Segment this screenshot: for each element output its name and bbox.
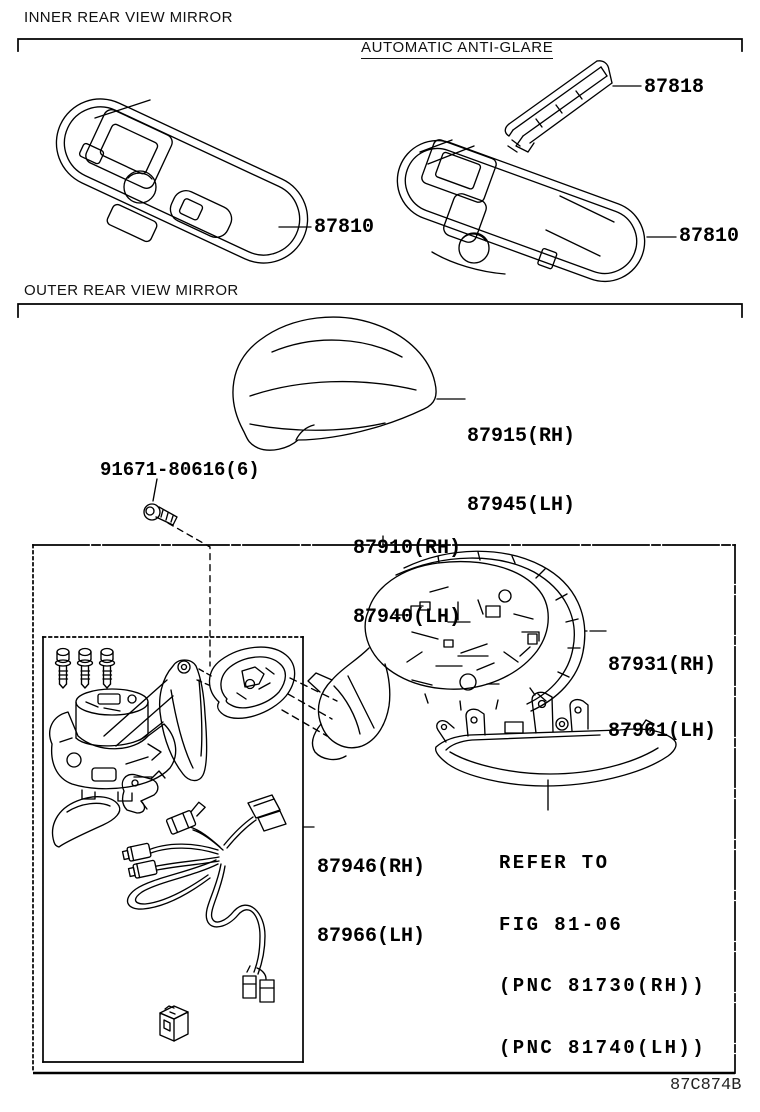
part-number-repair-kit	[317, 810, 425, 994]
part-number-87810-antiglare: 87810	[679, 225, 740, 248]
part-number-kit-rh: 87946(RH)	[317, 856, 426, 879]
wire-harness-drawing	[122, 795, 286, 1002]
screw-drawing	[144, 479, 177, 525]
note-line-1: REFER TO	[499, 852, 610, 874]
outer-section-title: OUTER REAR VIEW MIRROR	[24, 282, 239, 299]
part-number-cover-lh: 87945(LH)	[467, 494, 576, 517]
note-line-4: (PNC 81740(LH))	[499, 1036, 707, 1059]
part-number-mirror-glass	[608, 611, 716, 787]
part-number-glass-lh: 87961(LH)	[608, 720, 717, 743]
note-line-3: (PNC 81730(RH))	[499, 975, 707, 997]
anti-glare-label: AUTOMATIC ANTI-GLARE	[361, 39, 553, 59]
mirror-cover-drawing	[233, 317, 436, 450]
part-number-screw: 91671-80616(6)	[100, 459, 260, 481]
inner-mirror-standard-drawing	[42, 84, 322, 277]
part-number-87818: 87818	[644, 76, 705, 99]
part-number-kit-lh: 87966(LH)	[317, 925, 426, 948]
bracket-87818-drawing	[505, 61, 612, 152]
connector-block-drawing	[160, 1006, 188, 1041]
mirror-actuator-drawing	[50, 660, 207, 801]
part-number-glass-rh: 87931(RH)	[608, 654, 717, 677]
inner-mirror-antiglare-drawing	[386, 129, 656, 292]
leader-screw-dashed	[168, 523, 210, 636]
part-number-assembly-rh: 87910(RH)	[353, 537, 462, 560]
refer-to-note	[499, 812, 706, 1099]
part-number-87810-standard: 87810	[314, 216, 375, 239]
outer-section-rule	[18, 304, 742, 317]
note-line-2: FIG 81-06	[499, 913, 624, 936]
glass-holder-drawing	[209, 647, 294, 718]
part-number-mirror-assembly	[353, 491, 461, 675]
part-number-mirror-cover	[467, 379, 575, 563]
bolt-screws-drawing	[56, 649, 115, 689]
part-number-assembly-lh: 87940(LH)	[353, 606, 462, 629]
inner-section-title: INNER REAR VIEW MIRROR	[24, 9, 233, 26]
part-number-cover-rh: 87915(RH)	[467, 425, 576, 448]
figure-code: 87C874B	[670, 1076, 742, 1095]
